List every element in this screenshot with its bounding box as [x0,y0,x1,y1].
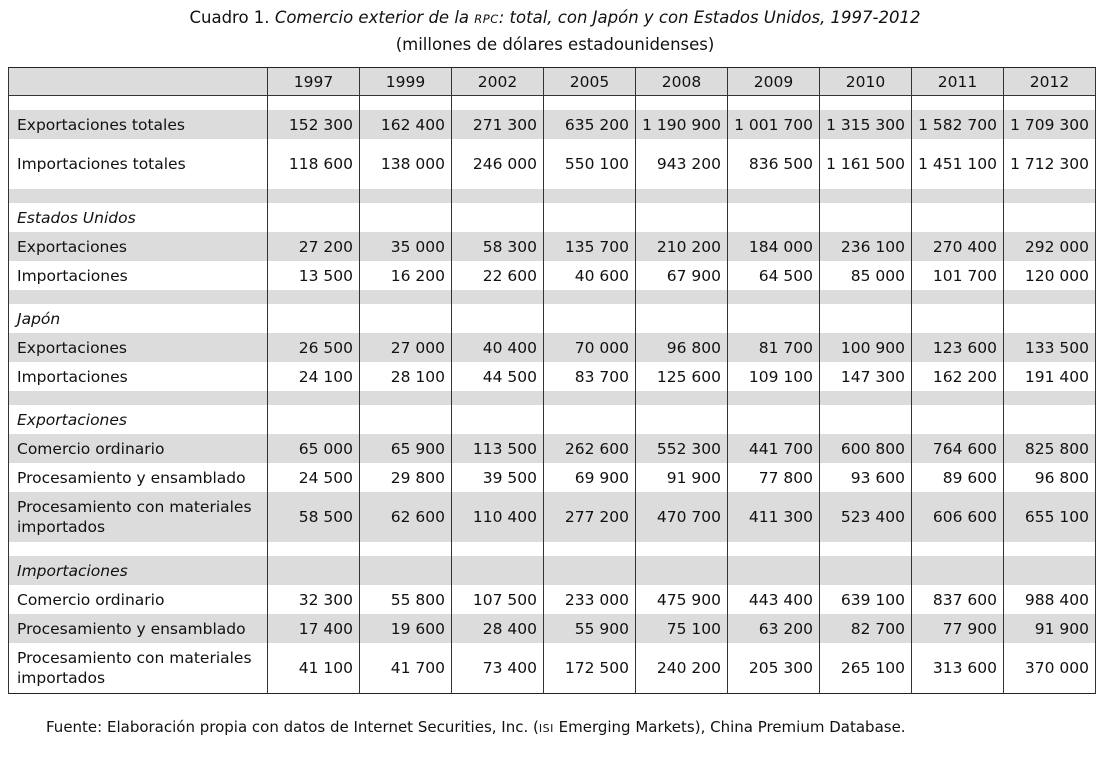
cell-value: 370 000 [1004,643,1096,694]
cell-value: 138 000 [360,139,452,189]
row-label-line: importados [17,669,106,687]
cell-value: 1 709 300 [1004,110,1096,139]
cell-value: 35 000 [360,232,452,261]
cell-value: 91 900 [1004,614,1096,643]
row-label: Importaciones [9,362,268,391]
cell-value: 470 700 [636,492,728,542]
section-title: Exportaciones [9,405,268,434]
table-row [9,585,1096,614]
row-label: Exportaciones [9,232,268,261]
cell-value: 147 300 [820,362,912,391]
cell-value: 125 600 [636,362,728,391]
section-row [9,405,1096,434]
cell-value: 27 200 [268,232,360,261]
cell-value: 1 582 700 [912,110,1004,139]
cell-value: 205 300 [728,643,820,694]
header-year: 2011 [912,68,1004,96]
cell-value: 73 400 [452,643,544,694]
row-label [9,643,268,694]
row-label: Comercio ordinario [9,434,268,463]
cell-value: 1 190 900 [636,110,728,139]
table-row [9,492,1096,542]
spacer-row [9,189,1096,203]
cell-value: 240 200 [636,643,728,694]
cell-value: 1 001 700 [728,110,820,139]
table-row [9,139,1096,189]
cell-value: 764 600 [912,434,1004,463]
cell-value: 32 300 [268,585,360,614]
cell-value: 133 500 [1004,333,1096,362]
trade-table [8,67,1096,694]
row-label: Comercio ordinario [9,585,268,614]
cell-value: 65 900 [360,434,452,463]
spacer-row [9,290,1096,304]
cell-value: 1 315 300 [820,110,912,139]
cell-value: 100 900 [820,333,912,362]
cell-value: 55 800 [360,585,452,614]
row-label: Procesamiento y ensamblado [9,463,268,492]
cell-value: 77 800 [728,463,820,492]
cell-value: 55 900 [544,614,636,643]
cell-value: 441 700 [728,434,820,463]
cell-value: 135 700 [544,232,636,261]
section-row [9,304,1096,333]
cell-value: 600 800 [820,434,912,463]
cell-value: 70 000 [544,333,636,362]
row-label-line: Procesamiento con materiales [17,649,252,667]
cell-value: 246 000 [452,139,544,189]
cell-value: 101 700 [912,261,1004,290]
cell-value: 77 900 [912,614,1004,643]
row-label-line: importados [17,518,106,536]
table-row [9,463,1096,492]
cell-value: 184 000 [728,232,820,261]
cell-value: 233 000 [544,585,636,614]
cell-value: 82 700 [820,614,912,643]
cell-value: 69 900 [544,463,636,492]
cell-value: 635 200 [544,110,636,139]
cell-value: 41 100 [268,643,360,694]
cell-value: 40 400 [452,333,544,362]
row-label: Procesamiento y ensamblado [9,614,268,643]
cell-value: 93 600 [820,463,912,492]
caption-subtitle: (millones de dólares estadounidenses) [395,35,715,54]
section-title: Japón [9,304,268,333]
cell-value: 63 200 [728,614,820,643]
cell-value: 110 400 [452,492,544,542]
cell-value: 236 100 [820,232,912,261]
cell-value: 17 400 [268,614,360,643]
section-title: Importaciones [9,556,268,585]
cell-value: 64 500 [728,261,820,290]
header-year: 2012 [1004,68,1096,96]
caption-rpc: RPC [474,12,499,26]
row-label: Importaciones [9,261,268,290]
cell-value: 28 100 [360,362,452,391]
cell-value: 29 800 [360,463,452,492]
cell-value: 13 500 [268,261,360,290]
cell-value: 271 300 [452,110,544,139]
row-label: Exportaciones totales [9,110,268,139]
cell-value: 24 500 [268,463,360,492]
spacer-row [9,391,1096,405]
source-text-b: Emerging Markets), China Premium Database. [553,718,906,736]
cell-value: 96 800 [1004,463,1096,492]
cell-value: 16 200 [360,261,452,290]
header-year: 1997 [268,68,360,96]
caption-prefix: Cuadro 1. [189,8,270,27]
source-isi: ISI [538,722,554,735]
section-title: Estados Unidos [9,203,268,232]
row-label: Importaciones totales [9,139,268,189]
cell-value: 655 100 [1004,492,1096,542]
table-row [9,261,1096,290]
cell-value: 837 600 [912,585,1004,614]
cell-value: 523 400 [820,492,912,542]
table-row [9,643,1096,694]
cell-value: 27 000 [360,333,452,362]
cell-value: 123 600 [912,333,1004,362]
source-text-a: Fuente: Elaboración propia con datos de Internet Securities, Inc. ( [46,718,539,736]
cell-value: 22 600 [452,261,544,290]
cell-value: 109 100 [728,362,820,391]
cell-value: 443 400 [728,585,820,614]
cell-value: 62 600 [360,492,452,542]
cell-value: 210 200 [636,232,728,261]
spacer-row [9,542,1096,556]
cell-value: 943 200 [636,139,728,189]
cell-value: 606 600 [912,492,1004,542]
cell-value: 44 500 [452,362,544,391]
cell-value: 292 000 [1004,232,1096,261]
cell-value: 191 400 [1004,362,1096,391]
cell-value: 552 300 [636,434,728,463]
cell-value: 58 500 [268,492,360,542]
table-row [9,232,1096,261]
cell-value: 1 451 100 [912,139,1004,189]
cell-value: 277 200 [544,492,636,542]
cell-value: 639 100 [820,585,912,614]
cell-value: 96 800 [636,333,728,362]
cell-value: 89 600 [912,463,1004,492]
table-row [9,110,1096,139]
section-row [9,556,1096,585]
spacer-row [9,96,1096,111]
cell-value: 24 100 [268,362,360,391]
cell-value: 41 700 [360,643,452,694]
cell-value: 313 600 [912,643,1004,694]
cell-value: 836 500 [728,139,820,189]
header-year: 2009 [728,68,820,96]
cell-value: 411 300 [728,492,820,542]
cell-value: 162 200 [912,362,1004,391]
cell-value: 172 500 [544,643,636,694]
cell-value: 81 700 [728,333,820,362]
cell-value: 83 700 [544,362,636,391]
cell-value: 265 100 [820,643,912,694]
cell-value: 475 900 [636,585,728,614]
caption-title [0,5,1110,32]
cell-value: 1 712 300 [1004,139,1096,189]
caption-title-b: : total, con Japón y con Estados Unidos, 1997-2012 [498,8,921,27]
cell-value: 162 400 [360,110,452,139]
cell-value: 988 400 [1004,585,1096,614]
cell-value: 118 600 [268,139,360,189]
cell-value: 85 000 [820,261,912,290]
header-year: 2010 [820,68,912,96]
section-row [9,203,1096,232]
cell-value: 270 400 [912,232,1004,261]
cell-value: 58 300 [452,232,544,261]
cell-value: 19 600 [360,614,452,643]
table-row [9,362,1096,391]
caption-title-a: Comercio exterior de la [274,8,470,27]
header-year: 2008 [636,68,728,96]
cell-value: 75 100 [636,614,728,643]
header-year: 1999 [360,68,452,96]
cell-value: 67 900 [636,261,728,290]
cell-value: 825 800 [1004,434,1096,463]
source-note [46,718,906,736]
cell-value: 1 161 500 [820,139,912,189]
cell-value: 113 500 [452,434,544,463]
cell-value: 152 300 [268,110,360,139]
cell-value: 39 500 [452,463,544,492]
table-caption [0,5,1110,57]
cell-value: 107 500 [452,585,544,614]
row-label-line: Procesamiento con materiales [17,498,252,516]
cell-value: 28 400 [452,614,544,643]
header-year: 2005 [544,68,636,96]
cell-value: 550 100 [544,139,636,189]
table-row [9,333,1096,362]
cell-value: 120 000 [1004,261,1096,290]
header-row [9,68,1096,96]
cell-value: 262 600 [544,434,636,463]
row-label [9,492,268,542]
cell-value: 26 500 [268,333,360,362]
row-label: Exportaciones [9,333,268,362]
cell-value: 40 600 [544,261,636,290]
header-year: 2002 [452,68,544,96]
table-row [9,434,1096,463]
header-label-cell [9,68,268,96]
table-row [9,614,1096,643]
cell-value: 91 900 [636,463,728,492]
cell-value: 65 000 [268,434,360,463]
